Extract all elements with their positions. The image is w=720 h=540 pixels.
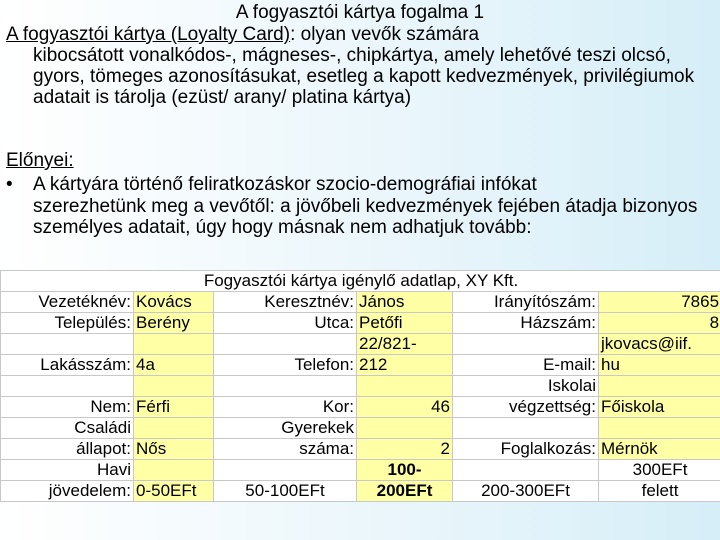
sex-label: Nem: [1,397,134,418]
income-option-5-line1[interactable]: 300EFt [599,460,720,481]
empty-cell [453,460,599,481]
apartment-value[interactable]: 4a [134,355,214,376]
empty-cell [134,334,214,355]
empty-cell [357,418,453,439]
form-row [1,397,720,418]
empty-cell [214,334,357,355]
lastname-label: Vezetéknév: [1,292,134,313]
street-value[interactable]: Petőfi [357,313,453,334]
slide-title: A fogyasztói kártya fogalma 1 [235,2,485,23]
email-value-line1[interactable]: jkovacs@iif. [599,334,720,355]
email-label: E-mail: [453,355,599,376]
income-option-4[interactable]: 200-300EFt [453,481,599,502]
firstname-label: Keresztnév: [214,292,357,313]
house-number-label: Házszám: [453,313,599,334]
empty-cell [214,460,357,481]
children-label-line1: Gyerekek [214,418,357,439]
apartment-label: Lakásszám: [1,355,134,376]
email-value-line2[interactable]: hu [599,355,720,376]
zip-value[interactable]: 7865 [599,292,720,313]
income-label-line2: jövedelem: [1,481,134,502]
phone-value-line2[interactable]: 212 [357,355,453,376]
income-option-3-line1[interactable]: 100- [357,460,453,481]
children-value[interactable]: 2 [357,439,453,460]
marital-label-line2: állapot: [1,439,134,460]
income-option-5-line2[interactable]: felett [599,481,720,502]
bullet-first-line: A kártyára történő feliratkozáskor szocio-demográfiai infókat [33,174,537,195]
marital-value[interactable]: Nős [134,439,214,460]
form-row [1,334,720,355]
education-value[interactable]: Főiskola [599,397,720,418]
definition-rest: kibocsátott vonalkódos-, mágneses-, chipkártya, amely lehetővé teszi olcsó, gyors, tömeges azonosításukat, esetleg a kapott kedvezmények, privilégiumok adatait is tárolja (ezüst/ arany/ platina kártya) [33,45,695,108]
education-label-line2: végzettség: [453,397,599,418]
occupation-value[interactable]: Mérnök [599,439,720,460]
empty-cell [134,460,214,481]
age-label: Kor: [214,397,357,418]
form-row [1,313,720,334]
bullet-rest: szerezhetünk meg a vevőtől: a jövőbeli kedvezmények fejében átadja bizonyos személyes adatait, úgy hogy másnak nem adhatjuk tovább: [33,195,698,238]
income-label-line1: Havi [1,460,134,481]
zip-label: Irányítószám: [453,292,599,313]
form-row [1,418,720,439]
form-row [1,439,720,460]
form-row [1,460,720,481]
form-row [1,376,720,397]
form-header: Fogyasztói kártya igénylő adatlap, XY Kft. [1,271,720,292]
town-value[interactable]: Berény [134,313,214,334]
age-value[interactable]: 46 [357,397,453,418]
occupation-label: Foglalkozás: [453,439,599,460]
empty-cell [599,418,720,439]
empty-cell [1,334,134,355]
empty-cell [453,334,599,355]
street-label: Utca: [214,313,357,334]
income-option-2[interactable]: 50-100EFt [214,481,357,502]
marital-label-line1: Családi [1,418,134,439]
lastname-value[interactable]: Kovács [134,292,214,313]
empty-cell [134,376,214,397]
phone-label: Telefon: [214,355,357,376]
empty-cell [134,418,214,439]
definition-term: A fogyasztói kártya (Loyalty Card) [6,24,291,45]
advantages-label: Előnyei: [6,150,74,171]
empty-cell [357,376,453,397]
sex-value[interactable]: Férfi [134,397,214,418]
form-row [1,355,720,376]
bullet-icon: • [6,174,13,195]
empty-cell [1,376,134,397]
form-row [1,292,720,313]
empty-cell [214,376,357,397]
empty-cell [453,418,599,439]
form-header-row [1,271,720,292]
advantages-bullet [6,174,714,239]
form-row [1,481,720,502]
house-number-value[interactable]: 8 [599,313,720,334]
income-option-3-line2[interactable]: 200EFt [357,481,453,502]
definition-line1-rest: : olyan vevők számára [290,24,480,45]
town-label: Település: [1,313,134,334]
definition-paragraph [6,24,714,108]
phone-value-line1[interactable]: 22/821- [357,334,453,355]
loyalty-form-table [0,270,720,502]
firstname-value[interactable]: János [357,292,453,313]
income-option-1[interactable]: 0-50EFt [134,481,214,502]
education-label-line1: Iskolai [453,376,599,397]
empty-cell [599,376,720,397]
children-label-line2: száma: [214,439,357,460]
